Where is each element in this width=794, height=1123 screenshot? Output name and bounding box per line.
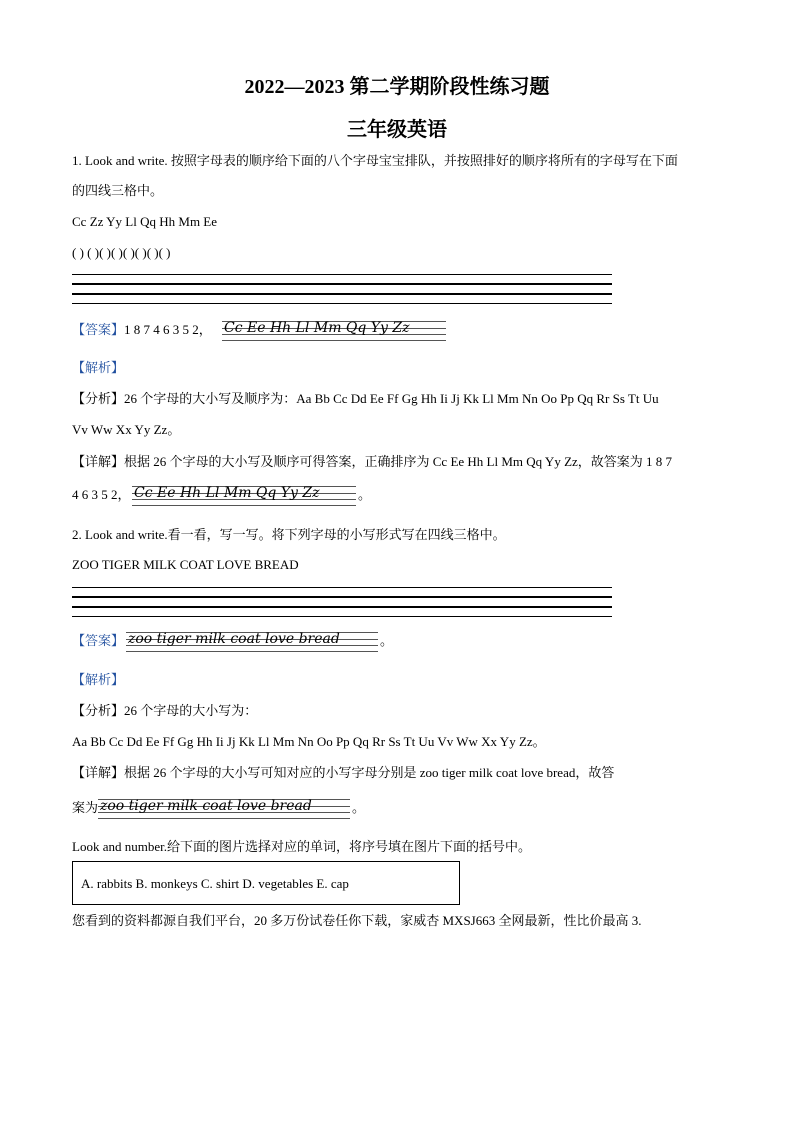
q2-fenxi-line1	[72, 702, 257, 720]
q3-options: A. rabbits B. monkeys C. shirt D. vegetables E. cap	[81, 876, 349, 891]
q1-fenxi-tag: 【分析】	[72, 391, 125, 406]
q2-answer-handwriting-box	[126, 630, 378, 652]
q2-fenxi-line2: Aa Bb Cc Dd Ee Ff Gg Hh Ii Jj Kk Ll Mm Nn Oo Pp Qq Rr Ss Tt Uu Vv Ww Xx Yy Zz。	[72, 734, 546, 749]
q1-fenxi-line1	[72, 390, 659, 408]
q2-prompt: 2. Look and write.看一看，写一写。将下列字母的小写形式写在四线三格中。	[72, 527, 506, 542]
q1-xiangjie-text1: 根据 26 个字母的大小写及顺序可得答案，正确排序为 Cc Ee Hh Ll Mm Qq Yy Zz，故答案为 1 8 7	[124, 454, 673, 469]
q1-answer-tag: 【答案】	[72, 322, 125, 337]
q1-letters: Cc Zz Yy Ll Qq Hh Mm Ee	[72, 214, 218, 229]
q3-options-box	[72, 861, 460, 905]
q1-xiangjie-tag: 【详解】	[72, 454, 125, 469]
q1-answer-handwriting: Cc Ee Hh Ll Mm Qq Yy Zz	[224, 320, 410, 336]
q2-answer-end: 。	[380, 633, 394, 648]
q2-answer-tag: 【答案】	[72, 633, 125, 648]
q1-prompt-line1: 1. Look and write. 按照字母表的顺序给下面的八个字母宝宝排队，并按照排好的顺序将所有的字母写在下面	[72, 153, 678, 168]
q2-xiangjie-line2: 案为	[72, 800, 99, 815]
q2-answer-handwriting: zoo tiger milk coat love bread	[128, 631, 340, 647]
q2-four-line-grid	[72, 587, 612, 619]
q2-answer	[72, 632, 124, 650]
q2-xiangjie-end: 。	[352, 800, 366, 815]
q3-prompt: Look and number.给下面的图片选择对应的单词，将序号填在图片下面的括号中。	[72, 839, 531, 854]
q2-xiangjie-handwriting: zoo tiger milk coat love bread	[100, 798, 312, 814]
footer-note: 您看到的资料都源自我们平台，20 多万份试卷任你下载，家威杏 MXSJ663 全网最新，性比价最高 3.	[72, 913, 642, 928]
q2-xiangjie-tag: 【详解】	[72, 765, 125, 780]
q1-xiangjie-line2: 4 6 3 5 2，	[72, 487, 131, 502]
page-title: 2022—2023 第二学期阶段性练习题	[244, 76, 550, 98]
q1-answer-handwriting-box	[222, 319, 446, 341]
q1-fenxi-line2: Vv Ww Xx Yy Zz。	[72, 422, 181, 437]
q2-fenxi-tag: 【分析】	[72, 703, 125, 718]
q1-four-line-grid	[72, 274, 612, 306]
q1-prompt-line2: 的四线三格中。	[72, 183, 164, 198]
q1-analysis-tag: 【解析】	[72, 360, 125, 375]
q2-xiangjie-text1: 根据 26 个字母的大小写可知对应的小写字母分别是 zoo tiger milk coat love bread，故答	[124, 765, 615, 780]
q1-blanks: ( ) ( )( )( )( )( )( )( )	[72, 245, 171, 260]
q1-xiangjie-line1	[72, 453, 672, 471]
q1-fenxi-text1: 26 个字母的大小写及顺序为：Aa Bb Cc Dd Ee Ff Gg Hh Ii Jj Kk Ll Mm Nn Oo Pp Qq Rr Ss Tt Uu	[124, 391, 659, 406]
q1-xiangjie-end: 。	[358, 487, 372, 502]
q1-xiangjie-handwriting-box	[132, 484, 356, 506]
page-subtitle: 三年级英语	[347, 119, 447, 141]
q2-xiangjie-line1	[72, 764, 614, 782]
q2-fenxi-text1: 26 个字母的大小写为：	[124, 703, 258, 718]
q1-answer	[72, 321, 212, 339]
q2-xiangjie-handwriting-box	[98, 797, 350, 819]
q1-answer-numbers: 1 8 7 4 6 3 5 2，	[124, 322, 212, 337]
q2-analysis-tag: 【解析】	[72, 672, 125, 687]
q2-words: ZOO TIGER MILK COAT LOVE BREAD	[72, 557, 299, 572]
q1-xiangjie-handwriting: Cc Ee Hh Ll Mm Qq Yy Zz	[134, 485, 320, 501]
